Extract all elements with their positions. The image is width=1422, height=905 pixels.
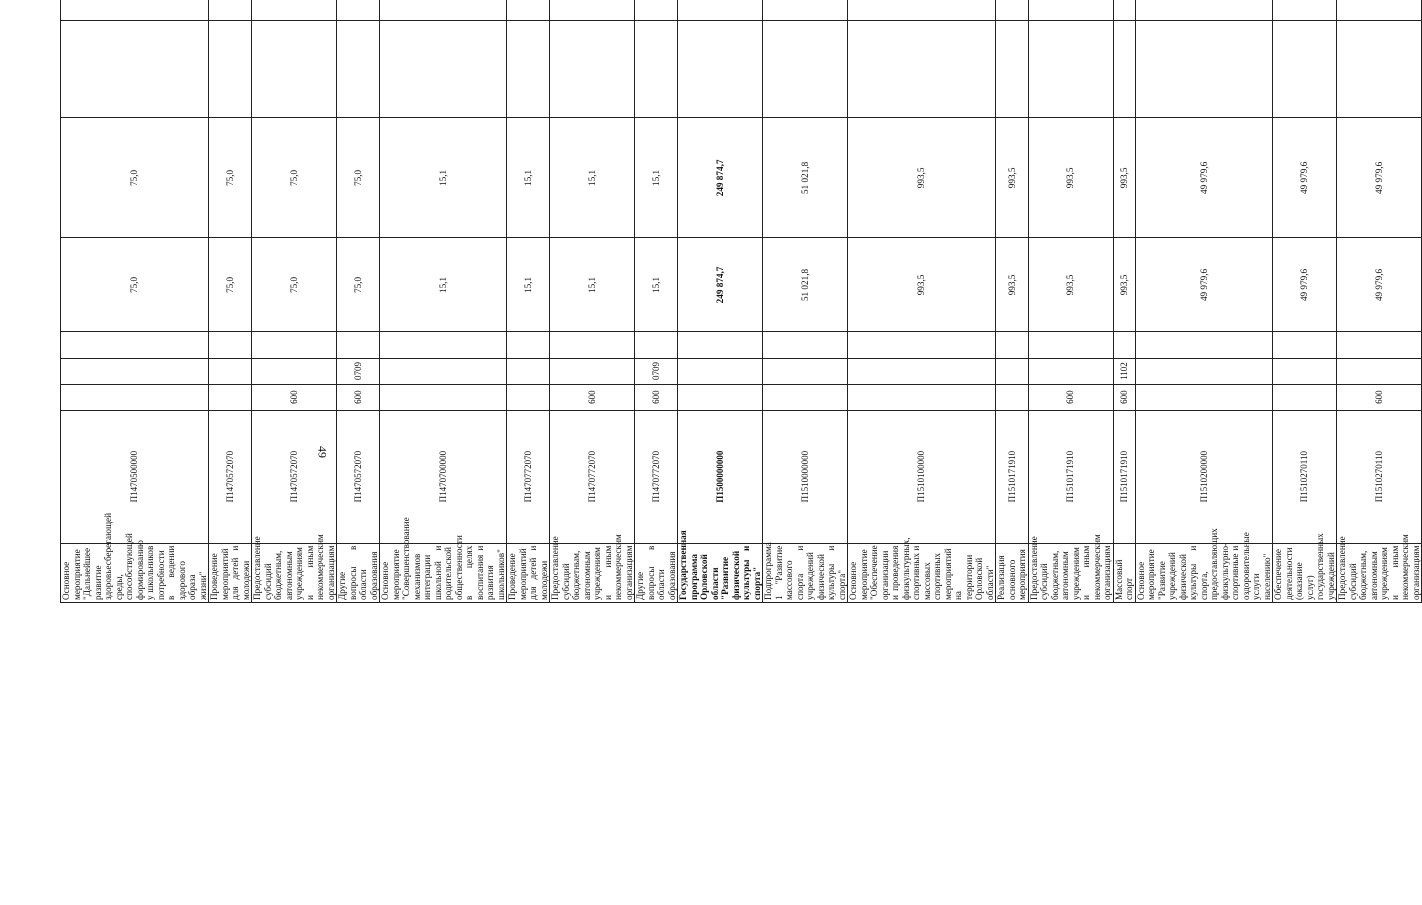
value-2-cell: 993,5 (848, 118, 996, 238)
csr-cell: П1510270110 (1273, 410, 1337, 543)
vr-cell (848, 384, 996, 410)
row-name-cell: Подпрограмма 1 "Развитие массового спорта и учреждений физической культуры и спорта" (763, 543, 848, 602)
value-1-cell: 75,0 (209, 238, 252, 332)
table-body (61, 0, 1422, 603)
empty-cell (550, 332, 635, 358)
value-1-cell: 249 874,7 (678, 238, 763, 332)
rz-cell: 0709 (337, 358, 380, 384)
value-2-cell: 249 874,7 (678, 118, 763, 238)
value-1-cell: 75,0 (337, 238, 380, 332)
rz-cell (252, 358, 337, 384)
value-2-cell: 51 021,8 (763, 118, 848, 238)
row-name-cell: Предоставление субсидий бюджетным, автономным учреждениям и иным некоммерческим организациям (1028, 543, 1113, 602)
empty-cell (1113, 332, 1135, 358)
table-row (61, 0, 209, 603)
budget-table (60, 0, 1422, 603)
empty-cell (848, 332, 996, 358)
csr-cell: П1470572070 (209, 410, 252, 543)
empty-cell (337, 21, 380, 118)
vr-cell (507, 384, 550, 410)
vr-cell (61, 384, 209, 410)
empty-cell (1028, 332, 1113, 358)
value-3-cell (1273, 0, 1337, 21)
value-1-cell: 49 979,6 (1135, 238, 1273, 332)
vr-cell (996, 384, 1029, 410)
vr-cell: 600 (337, 384, 380, 410)
vr-cell: 600 (635, 384, 678, 410)
table-row (507, 0, 550, 603)
table-row (209, 0, 252, 603)
rz-cell: 1102 (1113, 358, 1135, 384)
empty-cell (763, 21, 848, 118)
table-row (1273, 0, 1337, 603)
csr-cell: П1510171910 (1028, 410, 1113, 543)
empty-cell (61, 21, 209, 118)
table-row (848, 0, 996, 603)
table-row (252, 0, 337, 603)
row-name-cell: Проведение мероприятий для детей и молодежи (507, 543, 550, 602)
value-3-cell (1028, 0, 1113, 21)
row-name-cell: Основное мероприятие "Дальнейшее развитие здоровьесберегающей среды, способствующей формированию у школьников потребности в ведении здорового образа жизни" (61, 543, 209, 602)
value-2-cell: 75,0 (252, 118, 337, 238)
value-3-cell (848, 0, 996, 21)
row-name-cell: Обеспечение деятельности (оказание услуг) государственных учреждений (1273, 543, 1337, 602)
empty-cell (1113, 21, 1135, 118)
rz-cell (507, 358, 550, 384)
value-1-cell: 75,0 (61, 238, 209, 332)
row-name-cell: Основное мероприятие "Обеспечение организации и проведения физкультурных, спортивных и массовых спортивных мероприятий на территории Орловской области" (848, 543, 996, 602)
table-row (1028, 0, 1113, 603)
table-row (635, 0, 678, 603)
empty-cell (209, 21, 252, 118)
csr-cell: П1510000000 (763, 410, 848, 543)
rz-cell (61, 358, 209, 384)
rz-cell (209, 358, 252, 384)
table-row (1113, 0, 1135, 603)
value-3-cell (507, 0, 550, 21)
value-1-cell: 49 979,6 (1273, 238, 1337, 332)
row-name-cell: Реализация основного мероприятия (996, 543, 1029, 602)
row-name-cell: Основное мероприятие "Развитие учреждений физической культуры и спорта, предоставляющих физкультурно-спортивные и оздоровительные услуги населению" (1135, 543, 1273, 602)
vr-cell (380, 384, 507, 410)
csr-cell: П1510270110 (1337, 410, 1422, 543)
row-name-cell: Другие вопросы в области образования (635, 543, 678, 602)
empty-cell (848, 21, 996, 118)
empty-cell (996, 21, 1029, 118)
value-3-cell (635, 0, 678, 21)
empty-cell (507, 21, 550, 118)
empty-cell (635, 332, 678, 358)
row-name-cell: Государственная программа Орловской области "Развитие физической культуры и спорта" (678, 543, 763, 602)
value-2-cell: 15,1 (507, 118, 550, 238)
value-2-cell: 15,1 (550, 118, 635, 238)
empty-cell (1273, 332, 1337, 358)
value-3-cell (678, 0, 763, 21)
csr-cell: П1470572070 (337, 410, 380, 543)
table-row (678, 0, 763, 603)
vr-cell (1273, 384, 1337, 410)
value-2-cell: 993,5 (1113, 118, 1135, 238)
empty-cell (252, 21, 337, 118)
value-2-cell: 49 979,6 (1337, 118, 1422, 238)
value-2-cell: 75,0 (337, 118, 380, 238)
empty-cell (1135, 21, 1273, 118)
value-1-cell: 15,1 (550, 238, 635, 332)
value-2-cell: 49 979,6 (1135, 118, 1273, 238)
empty-cell (209, 332, 252, 358)
rz-cell (1028, 358, 1113, 384)
table-row (1337, 0, 1422, 603)
page-number: 49 (315, 446, 330, 458)
value-3-cell (1337, 0, 1422, 21)
rz-cell: 0709 (635, 358, 678, 384)
value-1-cell: 51 021,8 (763, 238, 848, 332)
empty-cell (678, 332, 763, 358)
table-row (1135, 0, 1273, 603)
empty-cell (337, 332, 380, 358)
value-3-cell (550, 0, 635, 21)
vr-cell: 600 (252, 384, 337, 410)
value-3-cell (763, 0, 848, 21)
vr-cell: 600 (1028, 384, 1113, 410)
vr-cell (209, 384, 252, 410)
rotated-table-wrapper (60, 66, 1421, 844)
row-name-cell: Предоставление субсидий бюджетным, автономным учреждениям и иным некоммерческим организациям (1337, 543, 1422, 602)
empty-cell (1337, 332, 1422, 358)
table-row (380, 0, 507, 603)
csr-cell: П1500000000 (678, 410, 763, 543)
csr-cell: П1470572070 (252, 410, 337, 543)
empty-cell (635, 21, 678, 118)
vr-cell: 600 (1337, 384, 1422, 410)
row-name-cell: Проведение мероприятий для детей и молодежи (209, 543, 252, 602)
csr-cell: П1470772070 (635, 410, 678, 543)
table-row (550, 0, 635, 603)
value-2-cell: 75,0 (61, 118, 209, 238)
value-1-cell: 993,5 (1113, 238, 1135, 332)
rz-cell (1337, 358, 1422, 384)
csr-cell: П1510200000 (1135, 410, 1273, 543)
csr-cell: П1510100000 (848, 410, 996, 543)
rz-cell (550, 358, 635, 384)
rz-cell (1135, 358, 1273, 384)
value-1-cell: 15,1 (635, 238, 678, 332)
empty-cell (252, 332, 337, 358)
csr-cell: П1470772070 (550, 410, 635, 543)
empty-cell (1028, 21, 1113, 118)
vr-cell (763, 384, 848, 410)
value-2-cell: 49 979,6 (1273, 118, 1337, 238)
empty-cell (1337, 21, 1422, 118)
value-1-cell: 49 979,6 (1337, 238, 1422, 332)
row-name-cell: Основное мероприятие "Совершенствование механизмов интеграции школьной и родительской общественности в целях воспитания и развития школьников" (380, 543, 507, 602)
vr-cell (678, 384, 763, 410)
table-row (337, 0, 380, 603)
empty-cell (380, 21, 507, 118)
rz-cell (380, 358, 507, 384)
value-3-cell (996, 0, 1029, 21)
empty-cell (1135, 332, 1273, 358)
value-1-cell: 993,5 (996, 238, 1029, 332)
rz-cell (848, 358, 996, 384)
value-1-cell: 75,0 (252, 238, 337, 332)
value-1-cell: 15,1 (507, 238, 550, 332)
csr-cell: П1470772070 (507, 410, 550, 543)
csr-cell: П1510171910 (996, 410, 1029, 543)
vr-cell: 600 (550, 384, 635, 410)
csr-cell: П1470500000 (61, 410, 209, 543)
empty-cell (507, 332, 550, 358)
value-3-cell (1113, 0, 1135, 21)
value-2-cell: 15,1 (635, 118, 678, 238)
row-name-cell: Предоставление субсидий бюджетным, автономным учреждениям и иным некоммерческим организациям (252, 543, 337, 602)
empty-cell (550, 21, 635, 118)
rz-cell (1273, 358, 1337, 384)
empty-cell (763, 332, 848, 358)
rz-cell (996, 358, 1029, 384)
empty-cell (380, 332, 507, 358)
value-3-cell (380, 0, 507, 21)
rz-cell (678, 358, 763, 384)
value-1-cell: 993,5 (848, 238, 996, 332)
value-2-cell: 75,0 (209, 118, 252, 238)
table-row (996, 0, 1029, 603)
vr-cell: 600 (1113, 384, 1135, 410)
value-3-cell (1135, 0, 1273, 21)
row-name-cell: Массовый спорт (1113, 543, 1135, 602)
empty-cell (61, 332, 209, 358)
value-2-cell: 15,1 (380, 118, 507, 238)
value-2-cell: 993,5 (996, 118, 1029, 238)
vr-cell (1135, 384, 1273, 410)
empty-cell (678, 21, 763, 118)
rz-cell (763, 358, 848, 384)
value-1-cell: 993,5 (1028, 238, 1113, 332)
value-1-cell: 15,1 (380, 238, 507, 332)
value-2-cell: 993,5 (1028, 118, 1113, 238)
value-3-cell (209, 0, 252, 21)
value-3-cell (61, 0, 209, 21)
value-3-cell (337, 0, 380, 21)
row-name-cell: Предоставление субсидий бюджетным, автономным учреждениям и иным некоммерческим организациям (550, 543, 635, 602)
table-row (763, 0, 848, 603)
row-name-cell: Другие вопросы в области образования (337, 543, 380, 602)
csr-cell: П1470700000 (380, 410, 507, 543)
empty-cell (1273, 21, 1337, 118)
csr-cell: П1510171910 (1113, 410, 1135, 543)
value-3-cell (252, 0, 337, 21)
empty-cell (996, 332, 1029, 358)
